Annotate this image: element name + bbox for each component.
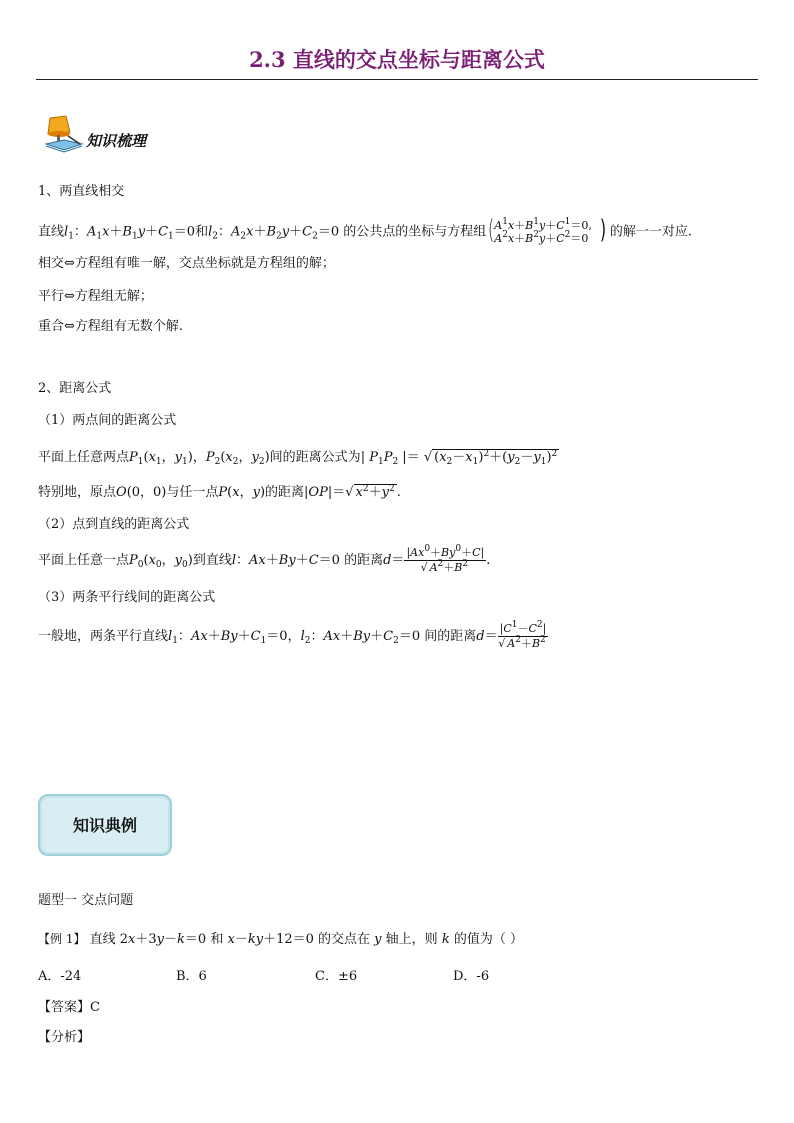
s2-parallel-lines-formula: 一般地，两条平行直线$l_1$：$Ax+By+C_1=0$，$l_2$：$Ax+By+C_2=0$ 间的距离d＝ $\frac{|C^1-C^2|}{√ A^2+B^2}$ bbox=[38, 620, 547, 650]
option-b: B．6 bbox=[176, 969, 207, 984]
s1-heading: 1、两直线相交 bbox=[38, 184, 125, 199]
option-a: A．-24 bbox=[38, 969, 82, 984]
s1-coincide: 重合⇔方程组有无数个解. bbox=[38, 319, 184, 334]
s1-line-statement: 直线$l_1$：$A_1x+B_1y+C_1=0$和$l_2$：$A_2x+B_2y+C_2=0$ 的公共点的坐标与方程组 ( $A^1x+B^1y+C^1=0$, $A^2x+B^2y+C^2=0$ ) 的解一一对应. bbox=[38, 215, 693, 245]
s2-sub3: （3）两条平行线间的距离公式 bbox=[38, 590, 216, 605]
s2-two-point-formula: 平面上任意两点$P_1(x_1$，$y_1$)，$P_2(x_2$，$y_2$)间的距离公式为| $P_1P_2$ |＝ √ $(x_2-x_1)^2+(y_2-y_1)^2$ bbox=[38, 449, 558, 467]
title-divider bbox=[36, 79, 758, 80]
answer: 【答案】C bbox=[38, 1000, 100, 1015]
option-d: D．-6 bbox=[453, 969, 490, 984]
s2-sub1: （1）两点间的距离公式 bbox=[38, 413, 177, 428]
section-heading-knowledge: 知识梳理 bbox=[86, 132, 147, 150]
s1-intersect: 相交⇔方程组有唯一解，交点坐标就是方程组的解； bbox=[38, 256, 335, 271]
s2-heading: 2、距离公式 bbox=[38, 381, 112, 396]
lamp-book-icon bbox=[44, 114, 84, 156]
s1-parallel: 平行⇔方程组无解； bbox=[38, 289, 153, 304]
analysis: 【分析】 bbox=[38, 1030, 91, 1045]
s2-sub2: （2）点到直线的距离公式 bbox=[38, 517, 190, 532]
equation-system: ( $A^1x+B^1y+C^1=0$, $A^2x+B^2y+C^2=0$ ) bbox=[488, 215, 606, 245]
page-title: 2.3 直线的交点坐标与距离公式 bbox=[249, 47, 545, 72]
section-badge-label: 知识典例 bbox=[72, 816, 137, 835]
s2-point-line-formula: 平面上任意一点$P_0(x_0$，$y_0$)到直线l：Ax＋By＋C＝0 的距离d＝ $\frac{|Ax^0+By^0+C|}{√ A^2+B^2}$ . bbox=[38, 544, 491, 574]
s2-origin-distance: 特别地，原点O(0，0)与任一点P(x，y)的距离|OP|＝√ $x^2+y^2$ . bbox=[38, 484, 401, 500]
example-question: 【例 1】 直线 2x＋3y－k＝0 和 x－ky＋12＝0 的交点在 y 轴上，则 k 的值为（ ） bbox=[38, 932, 523, 947]
option-c: C．±6 bbox=[315, 969, 358, 984]
question-type: 题型一 交点问题 bbox=[38, 893, 134, 908]
